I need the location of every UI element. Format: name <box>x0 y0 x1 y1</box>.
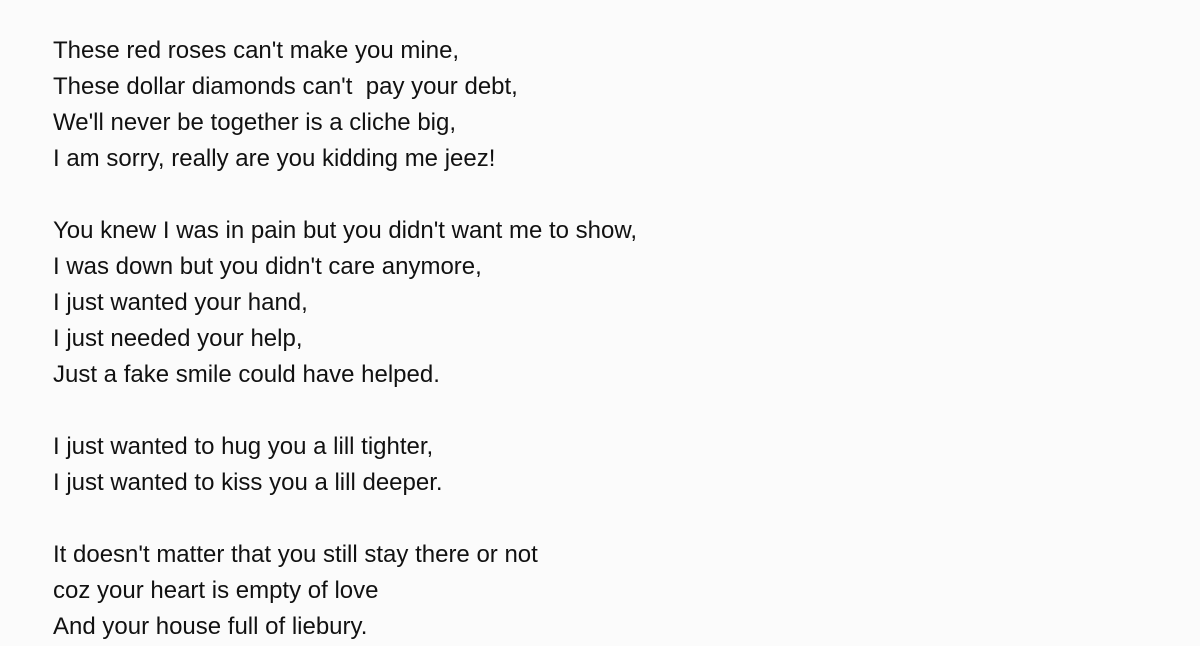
stanza-3 <box>53 429 1200 501</box>
stanza-4 <box>53 537 1200 645</box>
stanza-1 <box>53 33 1200 177</box>
poem-line: We'll never be together is a cliche big, <box>53 109 457 136</box>
poem-line: Just a fake smile could have helped. <box>53 361 440 388</box>
poem-line: I just wanted to kiss you a lill deeper. <box>53 469 443 496</box>
poem-line: And your house full of liebury. <box>53 613 368 640</box>
poem-line: These dollar diamonds can't pay your debt, <box>53 73 518 100</box>
poem-line: I am sorry, really are you kidding me jeez! <box>53 145 496 172</box>
poem-line: These red roses can't make you mine, <box>53 37 460 64</box>
poem-line: coz your heart is empty of love <box>53 577 379 604</box>
poem-line: I just needed your help, <box>53 325 303 352</box>
poem-line: I was down but you didn't care anymore, <box>53 253 482 280</box>
stanza-2 <box>53 213 1200 393</box>
poem-line: I just wanted your hand, <box>53 289 308 316</box>
poem-line: I just wanted to hug you a lill tighter, <box>53 433 434 460</box>
poem-line: It doesn't matter that you still stay there or not <box>53 541 538 568</box>
poem-line: You knew I was in pain but you didn't want me to show, <box>53 217 638 244</box>
